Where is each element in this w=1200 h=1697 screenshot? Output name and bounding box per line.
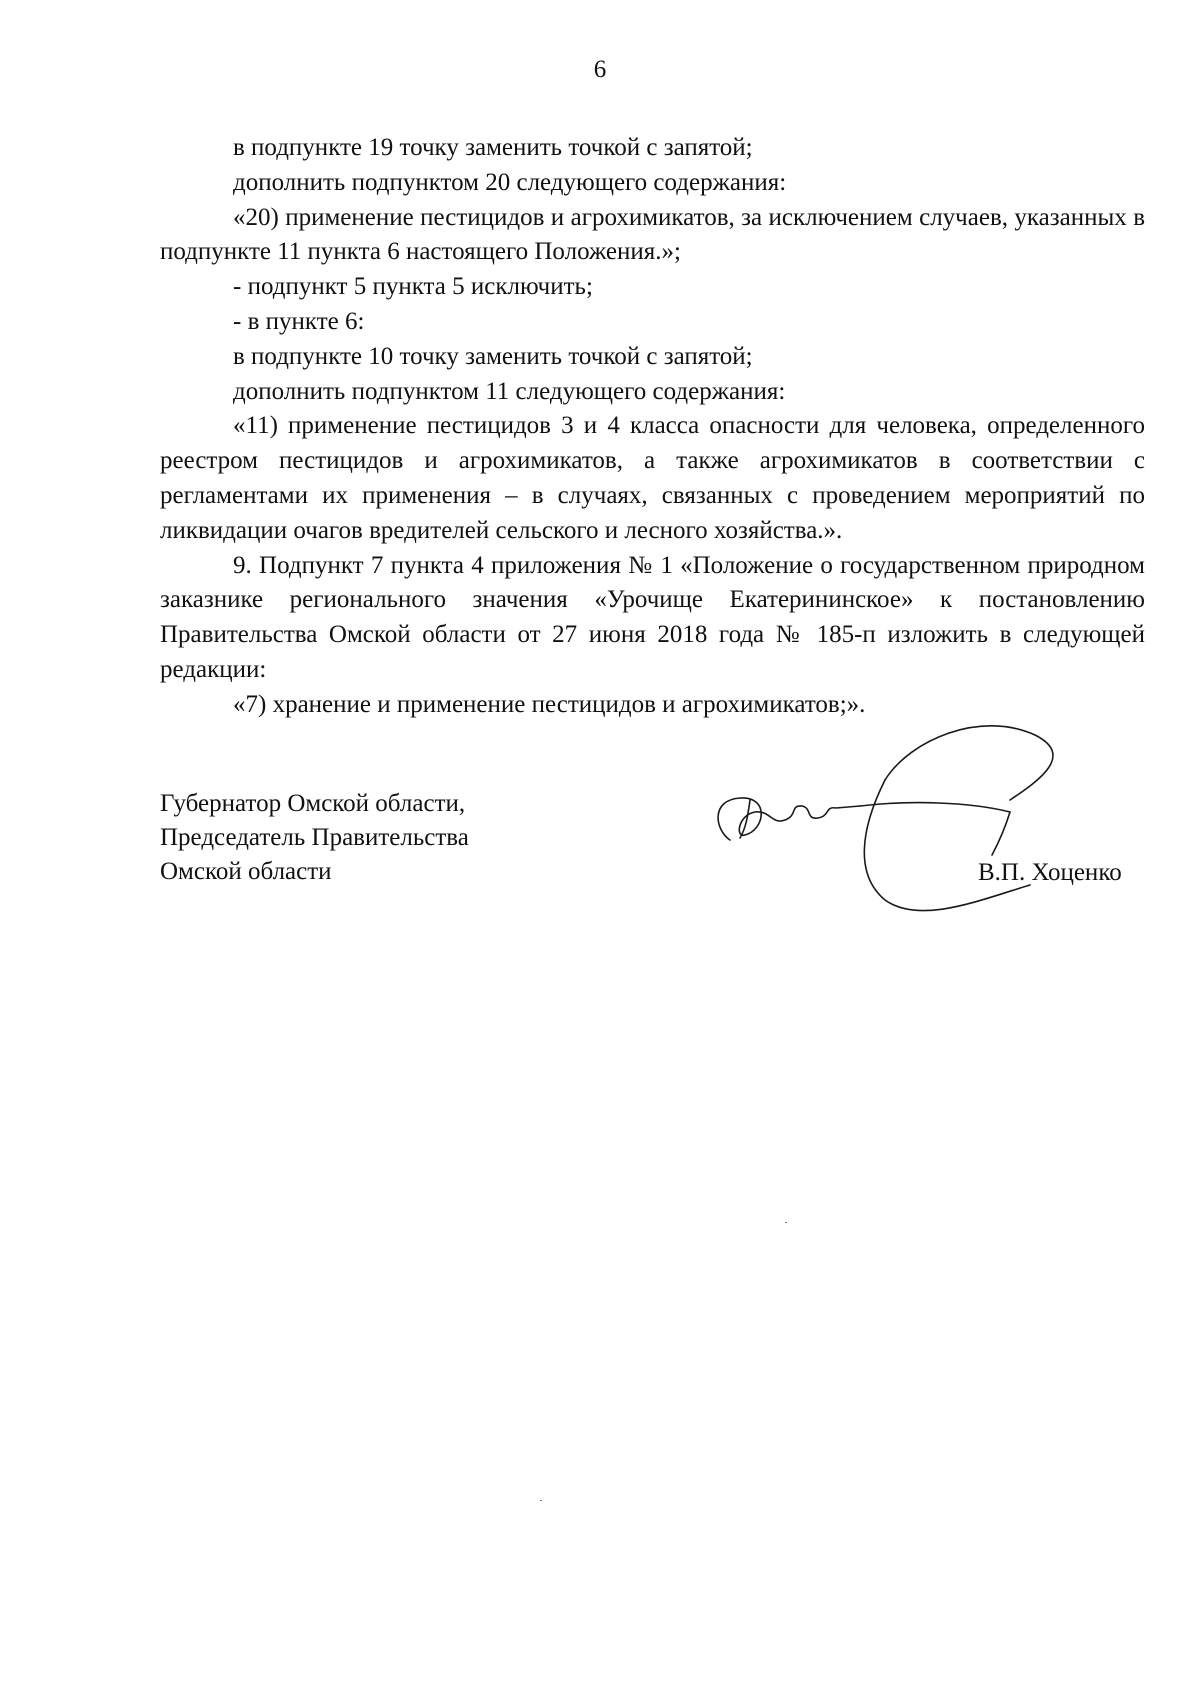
paragraph-subpoint-11-text: «11) применение пестицидов 3 и 4 класса опасности для человека, определенного реестром пестицидов и агрохимикатов, а также агрохимикатов в соответствии с регламентами их применения – в случаях, связанных с проведением мероприятий по ликвидации очагов вредителей сельского и лесного хозяйства.». — [160, 412, 1145, 544]
paragraph-point-6: - в пункте 6: — [233, 307, 365, 335]
signatory-position — [160, 787, 469, 889]
signer-name: В.П. Хоценко — [978, 859, 1122, 886]
document-body — [160, 131, 1145, 723]
paragraph-subpoint-7-text: «7) хранение и применение пестицидов и агрохимикатов;». — [233, 690, 866, 718]
scan-speck — [540, 1500, 542, 1501]
paragraph-subpoint-10: в подпункте 10 точку заменить точкой с запятой; — [233, 342, 753, 370]
handwritten-signature — [710, 720, 1090, 930]
paragraph-add-subpoint-11: дополнить подпунктом 11 следующего содержания: — [233, 377, 786, 405]
paragraph-subpoint-20-text: «20) применение пестицидов и агрохимикатов, за исключением случаев, указанных в подпункте 11 пункта 6 настоящего Положения.»; — [160, 203, 1145, 266]
page-number: 6 — [593, 56, 607, 83]
paragraph-item-9: 9. Подпункт 7 пункта 4 приложения № 1 «Положение о государственном природном заказнике регионального значения «Урочище Екатерининское» к постановлению Правительства Омской области от 27 июня 2018 года № 185-п изложить в следующей редакции: — [160, 551, 1145, 683]
paragraph-subpoint-19: в подпункте 19 точку заменить точкой с запятой; — [233, 134, 753, 161]
position-line: Омской области — [160, 858, 332, 885]
paragraph-add-subpoint-20: дополнить подпунктом 20 следующего содержания: — [233, 168, 787, 196]
paragraph-exclude-subpoint-5: - подпункт 5 пункта 5 исключить; — [233, 273, 593, 301]
position-line: Губернатор Омской области, — [160, 790, 466, 817]
position-line: Председатель Правительства — [160, 824, 469, 851]
scan-speck — [785, 1222, 787, 1223]
